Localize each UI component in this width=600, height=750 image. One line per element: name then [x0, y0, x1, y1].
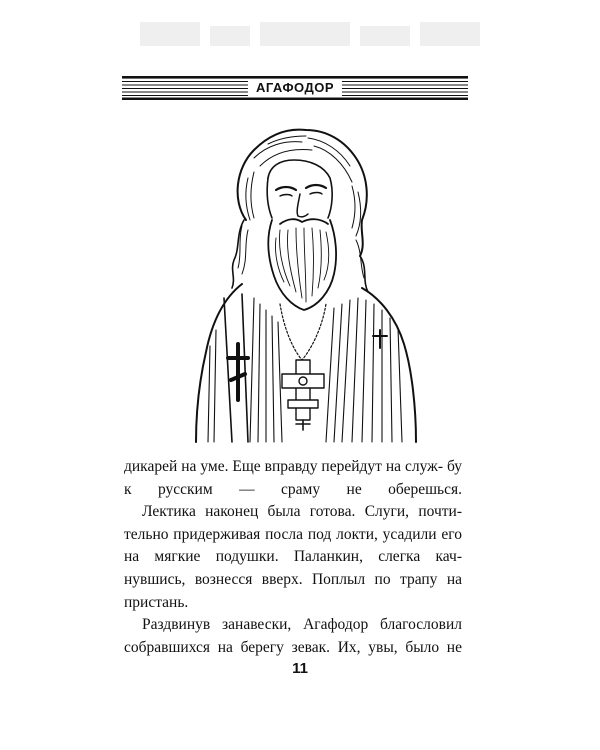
paragraph: Лектика наконец была готова. Слуги, почти- тельно придерживая посла под локти, усадили его на мягкие подушки. Паланкин, слегка кач- нувшись, вознесся вверх. Поплыл по трапу на пристань.	[124, 503, 462, 611]
pectoral-cross	[282, 360, 324, 430]
portrait-illustration	[184, 108, 420, 452]
bleed-through-text	[130, 12, 490, 62]
stole-band	[224, 298, 232, 442]
paragraph: Раздвинув занавески, Агафодор благословил собравшихся на берегу зевак. Их, увы, было не	[124, 616, 462, 656]
body-text	[124, 456, 462, 659]
hair-outline	[238, 130, 367, 256]
paragraph: дикарей на уме. Еще вправду перейдут на служ- бу к русским — сраму не оберешься.	[124, 458, 462, 498]
header-title: АГАФОДОР	[248, 79, 342, 97]
page-number: 11	[292, 660, 308, 677]
robe-outline	[196, 284, 242, 442]
shoulder-cross	[373, 330, 387, 348]
running-header	[122, 76, 468, 100]
